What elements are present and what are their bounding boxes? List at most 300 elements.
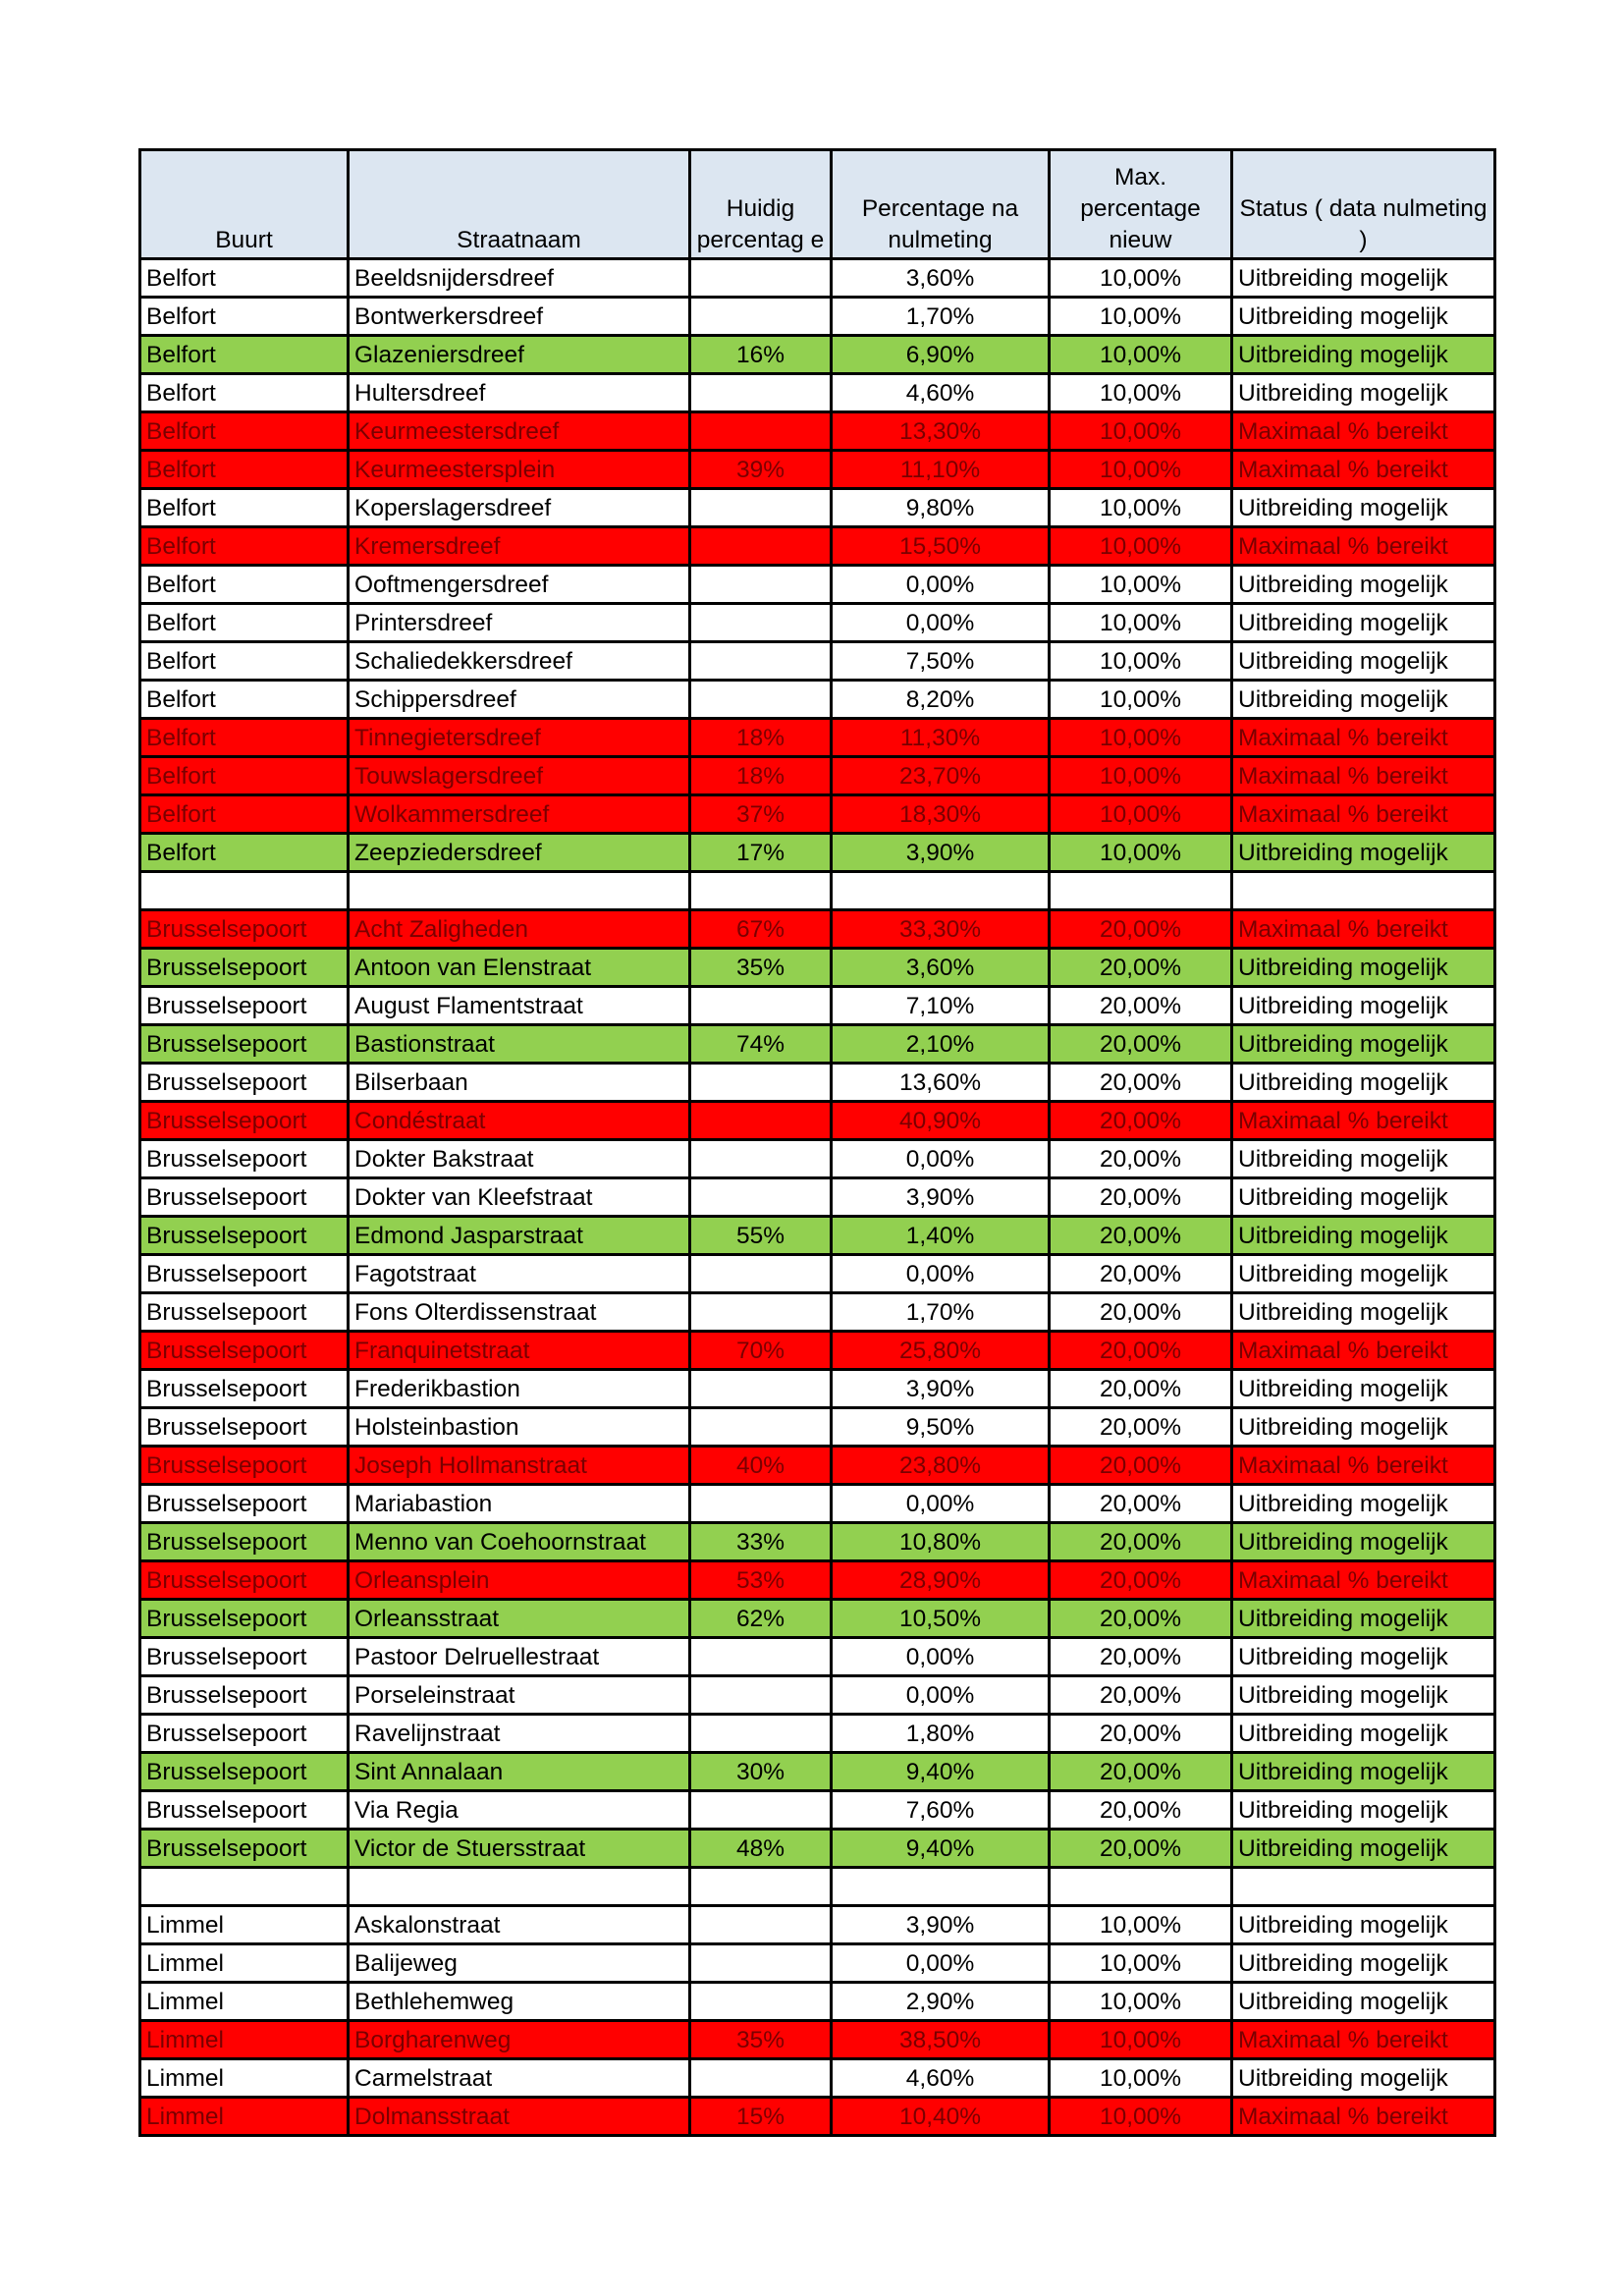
cell-status: Uitbreiding mogelijk (1232, 489, 1495, 527)
cell-percentage-na-nulmeting: 28,90% (832, 1561, 1050, 1600)
cell-buurt: Brusselsepoort (140, 1255, 349, 1293)
cell-huidig-percentage: 62% (690, 1600, 832, 1638)
cell-straatnaam: Schaliedekkersdreef (349, 642, 690, 681)
cell-huidig-percentage (690, 1255, 832, 1293)
cell-percentage-na-nulmeting: 1,70% (832, 298, 1050, 336)
cell-huidig-percentage (690, 642, 832, 681)
cell-percentage-na-nulmeting: 0,00% (832, 1255, 1050, 1293)
cell-status: Uitbreiding mogelijk (1232, 1715, 1495, 1753)
cell-huidig-percentage (690, 1983, 832, 2021)
cell-percentage-na-nulmeting: 1,70% (832, 1293, 1050, 1332)
cell-max-percentage-nieuw: 20,00% (1050, 1370, 1232, 1408)
table-row (140, 2059, 1495, 2098)
cell-status: Maximaal % bereikt (1232, 719, 1495, 757)
cell-percentage-na-nulmeting: 7,10% (832, 987, 1050, 1025)
cell-buurt: Belfort (140, 719, 349, 757)
cell-buurt: Brusselsepoort (140, 1485, 349, 1523)
cell-status: Uitbreiding mogelijk (1232, 1025, 1495, 1064)
cell-huidig-percentage (690, 489, 832, 527)
cell-huidig-percentage: 74% (690, 1025, 832, 1064)
cell-buurt: Belfort (140, 795, 349, 834)
cell-max-percentage-nieuw: 20,00% (1050, 1447, 1232, 1485)
table-row (140, 1178, 1495, 1217)
cell-straatnaam: Fagotstraat (349, 1255, 690, 1293)
cell-buurt: Belfort (140, 681, 349, 719)
table-row (140, 1064, 1495, 1102)
table-row (140, 949, 1495, 987)
table-row (140, 604, 1495, 642)
cell-huidig-percentage: 18% (690, 719, 832, 757)
table-row (140, 681, 1495, 719)
cell-percentage-na-nulmeting: 23,80% (832, 1447, 1050, 1485)
cell-huidig-percentage (690, 374, 832, 412)
cell-straatnaam: August Flamentstraat (349, 987, 690, 1025)
cell-straatnaam: Tinnegietersdreef (349, 719, 690, 757)
table-row (140, 1906, 1495, 1944)
table-row (140, 1255, 1495, 1293)
cell-buurt: Belfort (140, 757, 349, 795)
cell-huidig-percentage: 35% (690, 949, 832, 987)
cell-buurt: Limmel (140, 1983, 349, 2021)
cell-huidig-percentage (690, 1102, 832, 1140)
table-row (140, 1408, 1495, 1447)
cell-percentage-na-nulmeting: 6,90% (832, 336, 1050, 374)
cell-percentage-na-nulmeting: 0,00% (832, 1485, 1050, 1523)
table-row (140, 1025, 1495, 1064)
table-row (140, 1293, 1495, 1332)
cell-status: Uitbreiding mogelijk (1232, 1255, 1495, 1293)
cell-max-percentage-nieuw: 20,00% (1050, 1561, 1232, 1600)
table-row (140, 1753, 1495, 1791)
table-row (140, 1447, 1495, 1485)
cell-percentage-na-nulmeting: 9,80% (832, 489, 1050, 527)
table-row (140, 298, 1495, 336)
cell-status: Uitbreiding mogelijk (1232, 1140, 1495, 1178)
cell-max-percentage-nieuw: 10,00% (1050, 2059, 1232, 2098)
cell-percentage-na-nulmeting: 0,00% (832, 566, 1050, 604)
cell-max-percentage-nieuw: 20,00% (1050, 910, 1232, 949)
cell-huidig-percentage: 40% (690, 1447, 832, 1485)
header-percentage-na-nulmeting: Percentage na nulmeting (832, 150, 1050, 259)
cell-status: Maximaal % bereikt (1232, 1102, 1495, 1140)
cell-straatnaam: Touwslagersdreef (349, 757, 690, 795)
table-row (140, 412, 1495, 451)
table-row (140, 566, 1495, 604)
cell-straatnaam: Victor de Stuersstraat (349, 1830, 690, 1868)
cell-straatnaam: Dokter Bakstraat (349, 1140, 690, 1178)
cell-buurt: Belfort (140, 298, 349, 336)
percentage-table (138, 148, 1496, 2137)
cell-percentage-na-nulmeting: 15,50% (832, 527, 1050, 566)
cell-percentage-na-nulmeting: 38,50% (832, 2021, 1050, 2059)
cell-max-percentage-nieuw: 10,00% (1050, 681, 1232, 719)
table-row (140, 489, 1495, 527)
cell-buurt: Limmel (140, 1906, 349, 1944)
cell-percentage-na-nulmeting: 1,80% (832, 1715, 1050, 1753)
cell-huidig-percentage (690, 1791, 832, 1830)
cell-huidig-percentage: 17% (690, 834, 832, 872)
table-row (140, 1485, 1495, 1523)
cell-straatnaam: Zeepziedersdreef (349, 834, 690, 872)
cell-buurt: Limmel (140, 2059, 349, 2098)
cell-status (1232, 872, 1495, 910)
cell-straatnaam: Printersdreef (349, 604, 690, 642)
table-row (140, 834, 1495, 872)
cell-max-percentage-nieuw: 10,00% (1050, 1944, 1232, 1983)
cell-max-percentage-nieuw: 10,00% (1050, 795, 1232, 834)
cell-buurt: Brusselsepoort (140, 1332, 349, 1370)
cell-max-percentage-nieuw: 20,00% (1050, 1140, 1232, 1178)
header-huidig-percentage: Huidig percentag e (690, 150, 832, 259)
table-row (140, 1676, 1495, 1715)
cell-huidig-percentage (690, 1944, 832, 1983)
cell-status: Uitbreiding mogelijk (1232, 1983, 1495, 2021)
cell-huidig-percentage: 55% (690, 1217, 832, 1255)
cell-buurt: Belfort (140, 566, 349, 604)
cell-percentage-na-nulmeting: 33,30% (832, 910, 1050, 949)
cell-straatnaam: Frederikbastion (349, 1370, 690, 1408)
cell-straatnaam: Mariabastion (349, 1485, 690, 1523)
table-row (140, 1600, 1495, 1638)
table-row (140, 2021, 1495, 2059)
cell-buurt: Brusselsepoort (140, 1293, 349, 1332)
cell-buurt: Brusselsepoort (140, 1791, 349, 1830)
cell-straatnaam: Wolkammersdreef (349, 795, 690, 834)
cell-status: Uitbreiding mogelijk (1232, 642, 1495, 681)
cell-status: Maximaal % bereikt (1232, 2021, 1495, 2059)
cell-buurt: Brusselsepoort (140, 1561, 349, 1600)
cell-buurt: Brusselsepoort (140, 949, 349, 987)
cell-status: Maximaal % bereikt (1232, 795, 1495, 834)
table-row (140, 642, 1495, 681)
table-row (140, 910, 1495, 949)
cell-max-percentage-nieuw: 10,00% (1050, 336, 1232, 374)
cell-straatnaam (349, 1868, 690, 1906)
cell-huidig-percentage: 33% (690, 1523, 832, 1561)
cell-huidig-percentage (690, 412, 832, 451)
cell-max-percentage-nieuw: 20,00% (1050, 1638, 1232, 1676)
cell-status: Uitbreiding mogelijk (1232, 1485, 1495, 1523)
cell-max-percentage-nieuw (1050, 872, 1232, 910)
table-row (140, 1830, 1495, 1868)
cell-status: Uitbreiding mogelijk (1232, 1944, 1495, 1983)
cell-status: Uitbreiding mogelijk (1232, 298, 1495, 336)
cell-max-percentage-nieuw: 10,00% (1050, 374, 1232, 412)
table-row (140, 451, 1495, 489)
cell-percentage-na-nulmeting: 3,90% (832, 1370, 1050, 1408)
cell-percentage-na-nulmeting: 9,40% (832, 1830, 1050, 1868)
cell-percentage-na-nulmeting: 2,10% (832, 1025, 1050, 1064)
cell-buurt: Limmel (140, 1944, 349, 1983)
cell-buurt: Belfort (140, 451, 349, 489)
cell-max-percentage-nieuw: 20,00% (1050, 1255, 1232, 1293)
cell-buurt (140, 1868, 349, 1906)
cell-huidig-percentage (690, 566, 832, 604)
cell-buurt: Belfort (140, 259, 349, 298)
cell-straatnaam: Fons Olterdissenstraat (349, 1293, 690, 1332)
cell-max-percentage-nieuw: 10,00% (1050, 489, 1232, 527)
cell-status: Uitbreiding mogelijk (1232, 374, 1495, 412)
cell-max-percentage-nieuw: 10,00% (1050, 1983, 1232, 2021)
cell-max-percentage-nieuw: 20,00% (1050, 1676, 1232, 1715)
cell-max-percentage-nieuw: 20,00% (1050, 1485, 1232, 1523)
cell-huidig-percentage (690, 1293, 832, 1332)
cell-huidig-percentage: 48% (690, 1830, 832, 1868)
cell-status: Maximaal % bereikt (1232, 910, 1495, 949)
cell-percentage-na-nulmeting: 25,80% (832, 1332, 1050, 1370)
cell-percentage-na-nulmeting: 13,60% (832, 1064, 1050, 1102)
cell-max-percentage-nieuw: 20,00% (1050, 1753, 1232, 1791)
cell-max-percentage-nieuw: 10,00% (1050, 642, 1232, 681)
table-row (140, 2098, 1495, 2136)
cell-huidig-percentage (690, 1676, 832, 1715)
cell-max-percentage-nieuw: 10,00% (1050, 1906, 1232, 1944)
cell-straatnaam: Askalonstraat (349, 1906, 690, 1944)
cell-status: Maximaal % bereikt (1232, 757, 1495, 795)
cell-status: Maximaal % bereikt (1232, 2098, 1495, 2136)
cell-status: Uitbreiding mogelijk (1232, 1600, 1495, 1638)
cell-status: Maximaal % bereikt (1232, 451, 1495, 489)
cell-status: Uitbreiding mogelijk (1232, 336, 1495, 374)
cell-straatnaam: Ooftmengersdreef (349, 566, 690, 604)
cell-status: Uitbreiding mogelijk (1232, 1064, 1495, 1102)
cell-status: Maximaal % bereikt (1232, 1447, 1495, 1485)
cell-percentage-na-nulmeting: 0,00% (832, 1676, 1050, 1715)
cell-straatnaam: Orleansstraat (349, 1600, 690, 1638)
cell-buurt: Belfort (140, 412, 349, 451)
cell-max-percentage-nieuw: 20,00% (1050, 1178, 1232, 1217)
cell-percentage-na-nulmeting: 0,00% (832, 604, 1050, 642)
cell-status: Uitbreiding mogelijk (1232, 1830, 1495, 1868)
cell-buurt: Brusselsepoort (140, 1830, 349, 1868)
cell-percentage-na-nulmeting: 10,80% (832, 1523, 1050, 1561)
cell-huidig-percentage: 37% (690, 795, 832, 834)
cell-max-percentage-nieuw: 20,00% (1050, 1791, 1232, 1830)
cell-straatnaam: Keurmeestersplein (349, 451, 690, 489)
cell-huidig-percentage (690, 527, 832, 566)
cell-status: Uitbreiding mogelijk (1232, 987, 1495, 1025)
cell-straatnaam: Koperslagersdreef (349, 489, 690, 527)
cell-straatnaam: Joseph Hollmanstraat (349, 1447, 690, 1485)
cell-percentage-na-nulmeting: 3,90% (832, 1178, 1050, 1217)
cell-status: Uitbreiding mogelijk (1232, 1408, 1495, 1447)
cell-buurt: Belfort (140, 527, 349, 566)
cell-straatnaam: Holsteinbastion (349, 1408, 690, 1447)
cell-max-percentage-nieuw: 20,00% (1050, 1025, 1232, 1064)
cell-status: Uitbreiding mogelijk (1232, 604, 1495, 642)
cell-max-percentage-nieuw: 10,00% (1050, 566, 1232, 604)
cell-percentage-na-nulmeting: 10,50% (832, 1600, 1050, 1638)
cell-buurt: Brusselsepoort (140, 1025, 349, 1064)
cell-buurt: Brusselsepoort (140, 1523, 349, 1561)
cell-straatnaam: Keurmeestersdreef (349, 412, 690, 451)
cell-percentage-na-nulmeting: 23,70% (832, 757, 1050, 795)
cell-status: Uitbreiding mogelijk (1232, 1638, 1495, 1676)
cell-buurt: Brusselsepoort (140, 987, 349, 1025)
cell-status: Maximaal % bereikt (1232, 527, 1495, 566)
cell-huidig-percentage: 67% (690, 910, 832, 949)
cell-huidig-percentage: 35% (690, 2021, 832, 2059)
table-row (140, 527, 1495, 566)
cell-straatnaam: Pastoor Delruellestraat (349, 1638, 690, 1676)
cell-max-percentage-nieuw: 10,00% (1050, 527, 1232, 566)
table-row (140, 795, 1495, 834)
cell-status: Uitbreiding mogelijk (1232, 259, 1495, 298)
cell-percentage-na-nulmeting: 4,60% (832, 2059, 1050, 2098)
cell-percentage-na-nulmeting: 11,30% (832, 719, 1050, 757)
cell-buurt: Brusselsepoort (140, 1715, 349, 1753)
cell-huidig-percentage: 15% (690, 2098, 832, 2136)
cell-huidig-percentage: 30% (690, 1753, 832, 1791)
table-row (140, 259, 1495, 298)
cell-huidig-percentage (690, 604, 832, 642)
header-max-percentage-nieuw: Max. percentage nieuw (1050, 150, 1232, 259)
table-row (140, 1561, 1495, 1600)
cell-status: Uitbreiding mogelijk (1232, 1523, 1495, 1561)
cell-straatnaam: Dolmansstraat (349, 2098, 690, 2136)
cell-buurt: Belfort (140, 374, 349, 412)
cell-huidig-percentage: 39% (690, 451, 832, 489)
cell-buurt: Belfort (140, 834, 349, 872)
cell-huidig-percentage (690, 1064, 832, 1102)
cell-status: Uitbreiding mogelijk (1232, 1370, 1495, 1408)
cell-straatnaam: Hultersdreef (349, 374, 690, 412)
cell-max-percentage-nieuw: 10,00% (1050, 2098, 1232, 2136)
table-row (140, 1332, 1495, 1370)
cell-percentage-na-nulmeting: 11,10% (832, 451, 1050, 489)
cell-straatnaam: Sint Annalaan (349, 1753, 690, 1791)
cell-max-percentage-nieuw: 10,00% (1050, 412, 1232, 451)
cell-status: Uitbreiding mogelijk (1232, 566, 1495, 604)
cell-straatnaam: Via Regia (349, 1791, 690, 1830)
cell-huidig-percentage: 16% (690, 336, 832, 374)
cell-huidig-percentage (690, 259, 832, 298)
cell-straatnaam: Bontwerkersdreef (349, 298, 690, 336)
cell-percentage-na-nulmeting: 18,30% (832, 795, 1050, 834)
cell-status: Uitbreiding mogelijk (1232, 1293, 1495, 1332)
cell-max-percentage-nieuw: 10,00% (1050, 2021, 1232, 2059)
cell-max-percentage-nieuw: 20,00% (1050, 1293, 1232, 1332)
cell-huidig-percentage (690, 987, 832, 1025)
cell-max-percentage-nieuw: 10,00% (1050, 834, 1232, 872)
cell-max-percentage-nieuw: 20,00% (1050, 1523, 1232, 1561)
cell-status: Uitbreiding mogelijk (1232, 1217, 1495, 1255)
table-row (140, 1868, 1495, 1906)
cell-buurt: Belfort (140, 336, 349, 374)
cell-percentage-na-nulmeting (832, 872, 1050, 910)
cell-max-percentage-nieuw: 10,00% (1050, 451, 1232, 489)
table-row (140, 1102, 1495, 1140)
cell-percentage-na-nulmeting (832, 1868, 1050, 1906)
cell-buurt (140, 872, 349, 910)
cell-buurt: Brusselsepoort (140, 1753, 349, 1791)
cell-max-percentage-nieuw (1050, 1868, 1232, 1906)
header-status: Status ( data nulmeting ) (1232, 150, 1495, 259)
cell-huidig-percentage: 53% (690, 1561, 832, 1600)
cell-max-percentage-nieuw: 10,00% (1050, 719, 1232, 757)
cell-straatnaam: Condéstraat (349, 1102, 690, 1140)
cell-status: Uitbreiding mogelijk (1232, 1676, 1495, 1715)
table-row (140, 1370, 1495, 1408)
cell-percentage-na-nulmeting: 3,90% (832, 1906, 1050, 1944)
cell-status: Uitbreiding mogelijk (1232, 834, 1495, 872)
cell-buurt: Brusselsepoort (140, 1370, 349, 1408)
cell-buurt: Brusselsepoort (140, 1638, 349, 1676)
table-row (140, 1638, 1495, 1676)
cell-max-percentage-nieuw: 20,00% (1050, 1715, 1232, 1753)
table-row (140, 1983, 1495, 2021)
cell-straatnaam: Kremersdreef (349, 527, 690, 566)
cell-huidig-percentage (690, 1485, 832, 1523)
table-row (140, 987, 1495, 1025)
cell-buurt: Brusselsepoort (140, 1447, 349, 1485)
cell-buurt: Limmel (140, 2098, 349, 2136)
table-body (140, 259, 1495, 2136)
cell-percentage-na-nulmeting: 3,90% (832, 834, 1050, 872)
cell-percentage-na-nulmeting: 4,60% (832, 374, 1050, 412)
cell-huidig-percentage (690, 872, 832, 910)
cell-huidig-percentage (690, 681, 832, 719)
cell-huidig-percentage (690, 1868, 832, 1906)
cell-percentage-na-nulmeting: 0,00% (832, 1638, 1050, 1676)
cell-percentage-na-nulmeting: 3,60% (832, 949, 1050, 987)
cell-straatnaam: Orleansplein (349, 1561, 690, 1600)
cell-buurt: Brusselsepoort (140, 1140, 349, 1178)
cell-percentage-na-nulmeting: 9,40% (832, 1753, 1050, 1791)
cell-buurt: Limmel (140, 2021, 349, 2059)
header-row (140, 150, 1495, 259)
cell-percentage-na-nulmeting: 1,40% (832, 1217, 1050, 1255)
cell-buurt: Brusselsepoort (140, 1178, 349, 1217)
cell-status: Uitbreiding mogelijk (1232, 1178, 1495, 1217)
table-row (140, 1791, 1495, 1830)
cell-status: Maximaal % bereikt (1232, 412, 1495, 451)
cell-status (1232, 1868, 1495, 1906)
cell-max-percentage-nieuw: 20,00% (1050, 1217, 1232, 1255)
cell-max-percentage-nieuw: 20,00% (1050, 987, 1232, 1025)
cell-status: Uitbreiding mogelijk (1232, 949, 1495, 987)
cell-status: Maximaal % bereikt (1232, 1332, 1495, 1370)
cell-straatnaam: Edmond Jasparstraat (349, 1217, 690, 1255)
cell-huidig-percentage (690, 1715, 832, 1753)
cell-percentage-na-nulmeting: 10,40% (832, 2098, 1050, 2136)
cell-max-percentage-nieuw: 20,00% (1050, 1102, 1232, 1140)
table-row (140, 374, 1495, 412)
cell-buurt: Brusselsepoort (140, 1102, 349, 1140)
cell-buurt: Brusselsepoort (140, 1600, 349, 1638)
cell-percentage-na-nulmeting: 2,90% (832, 1983, 1050, 2021)
cell-straatnaam: Porseleinstraat (349, 1676, 690, 1715)
cell-buurt: Belfort (140, 489, 349, 527)
cell-buurt: Belfort (140, 604, 349, 642)
cell-huidig-percentage (690, 1638, 832, 1676)
cell-straatnaam: Bilserbaan (349, 1064, 690, 1102)
cell-buurt: Brusselsepoort (140, 910, 349, 949)
table-row (140, 719, 1495, 757)
cell-straatnaam: Antoon van Elenstraat (349, 949, 690, 987)
cell-max-percentage-nieuw: 10,00% (1050, 298, 1232, 336)
table-row (140, 757, 1495, 795)
cell-status: Uitbreiding mogelijk (1232, 1906, 1495, 1944)
cell-status: Uitbreiding mogelijk (1232, 2059, 1495, 2098)
cell-percentage-na-nulmeting: 8,20% (832, 681, 1050, 719)
table-row (140, 1523, 1495, 1561)
cell-straatnaam: Menno van Coehoornstraat (349, 1523, 690, 1561)
cell-buurt: Belfort (140, 642, 349, 681)
cell-huidig-percentage: 18% (690, 757, 832, 795)
cell-straatnaam: Dokter van Kleefstraat (349, 1178, 690, 1217)
cell-buurt: Brusselsepoort (140, 1676, 349, 1715)
